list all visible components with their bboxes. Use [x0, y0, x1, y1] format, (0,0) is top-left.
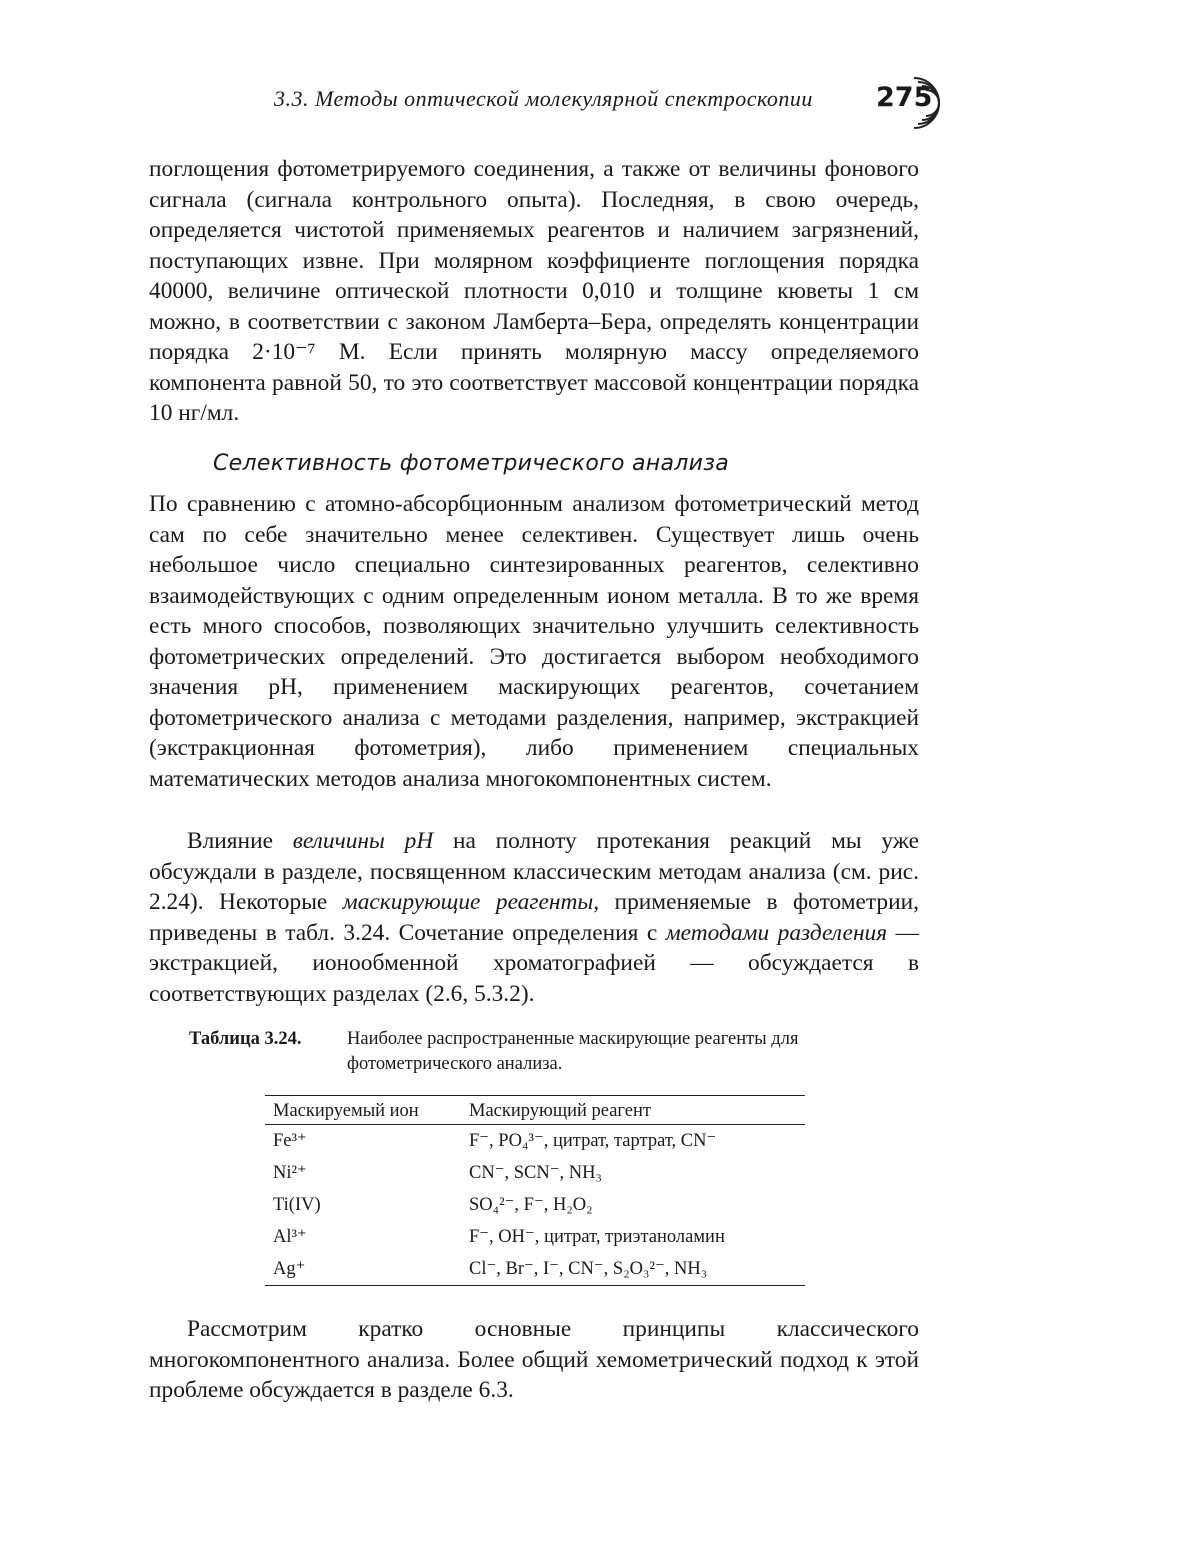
table-cell-ion: Ag⁺	[265, 1253, 461, 1286]
emphasis-separation-methods: методами разделения	[665, 919, 888, 946]
paragraph-3-part-4: — экстракцией, ионообменной хроматографией — обсуждается в соответствующих разделах (2.6, 5.3.2).	[149, 919, 919, 1007]
table-row	[265, 1221, 805, 1253]
masking-reagents-table	[265, 1095, 805, 1286]
paragraph-1-text: поглощения фотометрируемого соединения, а также от величины фонового сигнала (сигнала контрольного опыта). Последняя, в свою очередь, определяется чистотой применяемых реагентов и наличием загрязнений, поступающих извне. При молярном коэффициенте поглощения порядка 40000, величине оптической плотности 0,010 и толщине кюветы 1 см можно, в соответствии с законом Ламберта–Бера, определять концентрации порядка 2·10⁻⁷ М. Если принять молярную массу определяемого компонента равной 50, то это соответствует массовой концентрации порядка 10 нг/мл.	[149, 156, 919, 426]
table-cell-ion: Fe³⁺	[273, 1131, 307, 1151]
table-cell-reagent: CN⁻, SCN⁻, NH₃	[469, 1163, 602, 1183]
paragraph-4-text: Рассмотрим кратко основные принципы классического многокомпонентного анализа. Более общий хемометрический подход к этой проблеме обсуждается в разделе 6.3.	[149, 1316, 919, 1403]
table-caption-text: Наиболее распространенные маскирующие реагенты для фотометрического анализа.	[347, 1029, 799, 1074]
table-caption	[189, 1027, 919, 1077]
paragraph-3-text	[149, 826, 919, 1009]
paragraph-3-part-3: , применяемые в фотометрии, приведены в табл. 3.24. Сочетание определения с	[149, 889, 919, 946]
table-header-ion: Маскируемый ион	[265, 1096, 461, 1125]
table-caption-number: Таблица 3.24.	[189, 1029, 302, 1049]
table-header-reagent: Маскирующий реагент	[461, 1096, 805, 1125]
page-number: 275	[876, 82, 933, 113]
table-cell-reagent: F⁻, PO₄³⁻, цитрат, тартрат, CN⁻	[469, 1131, 717, 1151]
table-cell-reagent: Cl⁻, Br⁻, I⁻, CN⁻, S₂O₃²⁻, NH₃	[461, 1253, 805, 1286]
table-cell-reagent: SO₄²⁻, F⁻, H₂O₂	[469, 1195, 593, 1215]
emphasis-ph: величины pH	[292, 828, 434, 854]
table-row	[265, 1157, 805, 1189]
running-title: 3.3. Методы оптической молекулярной спектроскопии	[274, 86, 813, 111]
paragraph-3	[149, 826, 919, 1009]
table-cell-reagent: F⁻, OH⁻, цитрат, триэтаноламин	[469, 1227, 725, 1247]
table-cell-ion: Ni²⁺	[273, 1163, 307, 1183]
paragraph-3-part-2: на полноту протекания реакций мы уже обсуждали в разделе, посвященном классическим методам анализа (см. рис. 2.24). Некоторые	[149, 828, 919, 915]
paragraph-1	[149, 154, 919, 429]
table-row	[265, 1253, 805, 1286]
page-number-arcs-icon	[900, 72, 948, 134]
table-row	[265, 1125, 805, 1158]
table-cell-ion: Al³⁺	[273, 1227, 307, 1247]
emphasis-masking-reagents: маскирующие реагенты	[342, 889, 594, 915]
table-header-row	[265, 1096, 805, 1125]
paragraph-4	[149, 1314, 919, 1406]
paragraph-3-part-1: Влияние	[187, 828, 293, 854]
table-cell-ion: Ti(IV)	[273, 1194, 321, 1215]
paragraph-2	[149, 489, 919, 794]
table-row	[265, 1189, 805, 1221]
paragraph-2-text: По сравнению с атомно-абсорбционным анализом фотометрический метод сам по себе значительно менее селективен. Существует лишь очень небольшое число специально синтезированных реагентов, селективно взаимодействующих с одним определенным ионом металла. В то же время есть много способов, позволяющих значительно улучшить селективность фотометрических определений. Это достигается выбором необходимого значения pH, применением маскирующих реагентов, сочетанием фотометрического анализа с методами разделения, например, экстракцией (экстракционная фотометрия), либо применением специальных математических методов анализа многокомпонентных систем.	[149, 491, 919, 792]
section-heading: Селективность фотометрического анализа	[213, 451, 730, 476]
